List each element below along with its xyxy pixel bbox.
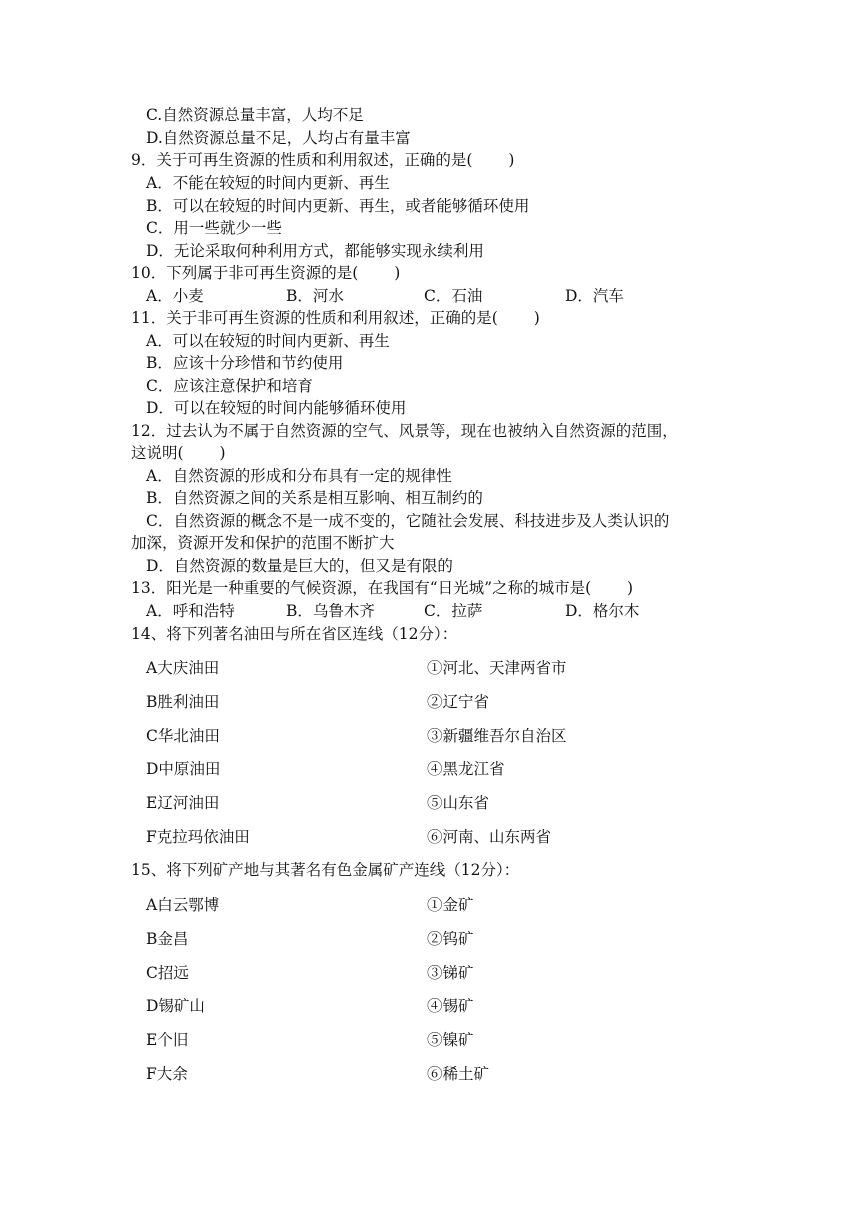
q15-stem: 15、将下列矿产地与其著名有色金属矿产连线（12分）： xyxy=(131,861,520,879)
q14-province: ③新疆维吾尔自治区 xyxy=(427,727,567,745)
q14-oilfield: D中原油田 xyxy=(146,760,221,778)
q15-mine-site: D锡矿山 xyxy=(146,997,205,1015)
q12-stem-line2: 这说明( ) xyxy=(131,444,226,462)
q14-province: ②辽宁省 xyxy=(427,693,490,711)
q14-province: ⑤山东省 xyxy=(427,794,490,812)
q15-mine-site: C招远 xyxy=(146,964,189,982)
q14-pair xyxy=(146,757,746,781)
q12-option-b: B．自然资源之间的关系是相互影响、相互制约的 xyxy=(146,489,483,507)
q8-option-d: D.自然资源总量不足，人均占有量丰富 xyxy=(146,129,411,147)
q13-stem: 13．阳光是一种重要的气候资源，在我国有“日光城”之称的城市是( ) xyxy=(131,579,634,597)
q14-pair xyxy=(146,656,746,680)
q14-stem: 14、将下列著名油田与所在省区连线（12分）： xyxy=(131,625,458,643)
q13-option-b: B．乌鲁木齐 xyxy=(286,602,375,620)
q14-oilfield: A大庆油田 xyxy=(146,659,220,677)
q11-option-a: A．可以在较短的时间内更新、再生 xyxy=(146,332,390,350)
q14-pair xyxy=(146,825,746,849)
q9-option-b: B．可以在较短的时间内更新、再生，或者能够循环使用 xyxy=(146,197,530,215)
q15-pair xyxy=(146,994,746,1018)
q15-mine-site: A白云鄂博 xyxy=(146,896,220,914)
q9-option-c: C．用一些就少一些 xyxy=(146,219,282,237)
q10-option-a: A．小麦 xyxy=(146,287,204,305)
q15-pair xyxy=(146,1028,746,1052)
q15-mineral: ①金矿 xyxy=(427,896,474,914)
q14-province: ①河北、天津两省市 xyxy=(427,659,567,677)
q15-mine-site: E个旧 xyxy=(146,1031,189,1049)
q14-oilfield: F克拉玛依油田 xyxy=(146,828,250,846)
q15-mine-site: B金昌 xyxy=(146,930,189,948)
q11-option-d: D．可以在较短的时间内能够循环使用 xyxy=(146,399,407,417)
q12-option-a: A．自然资源的形成和分布具有一定的规律性 xyxy=(146,467,452,485)
q15-mineral: ③锑矿 xyxy=(427,964,474,982)
q12-stem-line1: 12．过去认为不属于自然资源的空气、风景等，现在也被纳入自然资源的范围， xyxy=(131,422,678,440)
q14-oilfield: C华北油田 xyxy=(146,727,220,745)
q10-stem: 10．下列属于非可再生资源的是( ) xyxy=(131,264,401,282)
q15-mineral: ⑥稀土矿 xyxy=(427,1065,490,1083)
q9-option-d: D．无论采取何种利用方式，都能够实现永续利用 xyxy=(146,242,484,260)
q14-province: ⑥河南、山东两省 xyxy=(427,828,552,846)
q14-pair xyxy=(146,690,746,714)
q14-pair xyxy=(146,724,746,748)
q11-option-c: C．应该注意保护和培育 xyxy=(146,377,313,395)
q12-option-d: D．自然资源的数量是巨大的，但又是有限的 xyxy=(146,557,453,575)
q15-pair xyxy=(146,927,746,951)
q9-stem: 9．关于可再生资源的性质和利用叙述，正确的是( ) xyxy=(131,151,515,169)
q12-option-c-continued: 加深，资源开发和保护的范围不断扩大 xyxy=(131,534,395,552)
q10-option-b: B．河水 xyxy=(286,287,344,305)
q13-option-c: C．拉萨 xyxy=(424,602,483,620)
q15-mineral: ②钨矿 xyxy=(427,930,474,948)
q10-option-c: C．石油 xyxy=(424,287,483,305)
q15-mine-site: F大余 xyxy=(146,1065,188,1083)
q11-option-b: B．应该十分珍惜和节约使用 xyxy=(146,354,344,372)
q13-option-d: D．格尔木 xyxy=(565,602,640,620)
q14-oilfield: E辽河油田 xyxy=(146,794,220,812)
q15-pair xyxy=(146,1062,746,1086)
q15-mineral: ④锡矿 xyxy=(427,997,474,1015)
q14-province: ④黑龙江省 xyxy=(427,760,505,778)
q11-stem: 11．关于非可再生资源的性质和利用叙述，正确的是( ) xyxy=(131,309,540,327)
q10-option-d: D．汽车 xyxy=(565,287,624,305)
q14-pair xyxy=(146,791,746,815)
q9-option-a: A．不能在较短的时间内更新、再生 xyxy=(146,174,390,192)
q12-option-c: C．自然资源的概念不是一成不变的，它随社会发展、科技进步及人类认识的 xyxy=(146,512,670,530)
q8-option-c: C.自然资源总量丰富，人均不足 xyxy=(146,106,364,124)
q13-option-a: A．呼和浩特 xyxy=(146,602,235,620)
q15-pair xyxy=(146,961,746,985)
q15-mineral: ⑤镍矿 xyxy=(427,1031,474,1049)
q15-pair xyxy=(146,893,746,917)
q14-oilfield: B胜利油田 xyxy=(146,693,220,711)
